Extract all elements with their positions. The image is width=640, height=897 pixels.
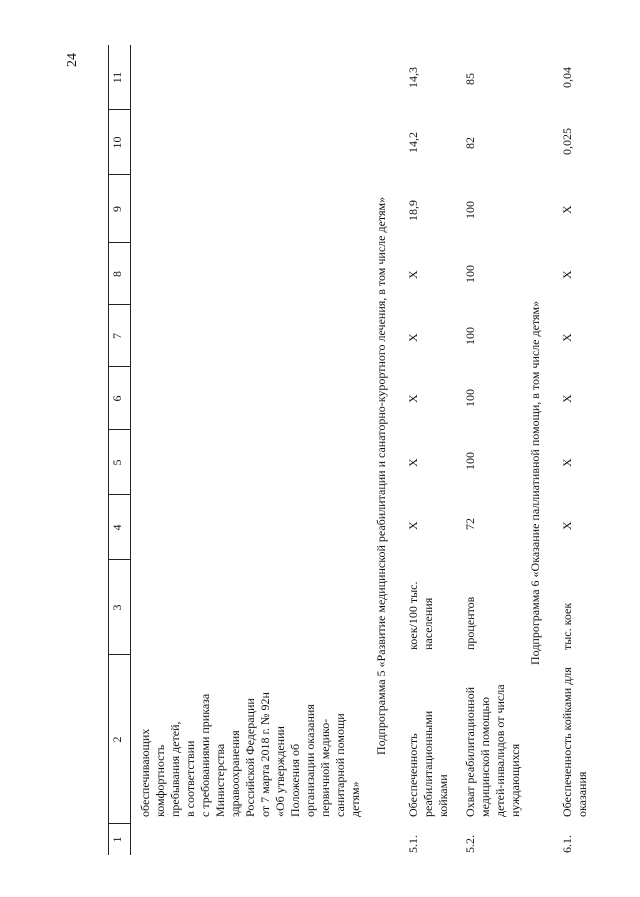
row-5-1-value-col5: X [406, 458, 420, 467]
column-header-11: 11 [110, 71, 124, 84]
column-header-5: 5 [110, 459, 124, 466]
row-5-2-value-col7: 100 [463, 327, 477, 345]
desc-line: Положения об [288, 743, 302, 817]
subprogram-5-title: Подпрограмма 5 «Развитие медицинской реабилитации и санаторно-курортного лечения, в том числе детям» [374, 196, 388, 755]
desc-line: Министерства [213, 743, 227, 817]
desc-line: организации оказания [303, 704, 317, 817]
desc-line: обеспечивающих [138, 728, 152, 817]
row-5-1-value-col6: X [406, 394, 420, 403]
row-5-2-value-col11: 85 [463, 73, 477, 85]
row-5-1-number: 5.1. [406, 835, 420, 853]
row-5-1-value-col4: X [406, 521, 420, 530]
table-top-border [108, 45, 109, 855]
column-header-10: 10 [110, 136, 124, 149]
row-5-2-value-col9: 100 [463, 201, 477, 219]
row-5-2-name: Охват реабилитационной медицинской помощью детей-инвалидов от числа нуждающихся [463, 684, 522, 817]
column-header-7: 7 [110, 333, 124, 339]
row-6-1-value-col6: X [560, 394, 574, 403]
row-5-2-value-col10: 82 [463, 137, 477, 149]
row-5-2-unit: процентов [463, 596, 477, 650]
column-header-2: 2 [110, 736, 124, 743]
desc-line: от 7 марта 2018 г. № 92н [258, 692, 272, 817]
row-5-1-name: Обеспеченность реабилитационными койками [406, 710, 450, 817]
column-header-8: 8 [110, 271, 124, 277]
row-6-1-unit: тыс. коек [560, 602, 574, 650]
desc-line: в соответствии [183, 740, 197, 817]
row-5-1-value-col8: X [406, 270, 420, 279]
row-5-1-value-col7: X [406, 333, 420, 342]
page-number: 24 [65, 53, 80, 67]
row-6-1-value-col8: X [560, 270, 574, 279]
continuation-description [138, 667, 363, 817]
desc-line: Российской Федерации [243, 698, 257, 817]
desc-line: пребывания детей, [168, 721, 182, 817]
column-header-1: 1 [110, 836, 124, 843]
desc-line: здравоохранения [228, 730, 242, 817]
row-5-1-value-col9: 18,9 [406, 200, 420, 221]
row-5-2-value-col8: 100 [463, 265, 477, 283]
row-5-2-number: 5.2. [463, 835, 477, 853]
row-5-2-value-col6: 100 [463, 389, 477, 407]
rotated-table [108, 45, 608, 855]
row-5-1-value-col10: 14,2 [406, 132, 420, 153]
desc-line: с требованиями приказа [198, 693, 212, 817]
row-6-1-value-col9: X [560, 205, 574, 214]
row-5-1-value-col11: 14,3 [406, 67, 420, 88]
subprogram-6-title: Подпрограмма 6 «Оказание паллиативной помощи, в том числе детям» [528, 300, 542, 665]
row-6-1-number: 6.1. [560, 835, 574, 853]
column-header-3: 3 [110, 604, 124, 611]
column-header-6: 6 [110, 395, 124, 402]
header-bottom-border [130, 45, 131, 855]
column-header-9: 9 [110, 206, 124, 212]
desc-line: первичной медико- [318, 718, 332, 817]
row-5-1-unit: коек/100 тыс. населения [406, 581, 435, 650]
desc-line: детям» [348, 781, 362, 817]
row-5-2-value-col4: 72 [463, 518, 477, 530]
row-6-1-value-col4: X [560, 521, 574, 530]
row-6-1-value-col10: 0,025 [560, 128, 574, 155]
column-header-4: 4 [110, 524, 124, 531]
row-6-1-name: Обеспеченность койками для оказания [560, 667, 589, 817]
desc-line: комфортность [153, 744, 167, 817]
desc-line: санитарной помощи [333, 713, 347, 817]
row-6-1-value-col7: X [560, 333, 574, 342]
row-6-1-value-col5: X [560, 458, 574, 467]
desc-line: «Об утверждении [273, 726, 287, 817]
row-6-1-value-col11: 0,04 [560, 67, 574, 88]
row-5-2-value-col5: 100 [463, 452, 477, 470]
